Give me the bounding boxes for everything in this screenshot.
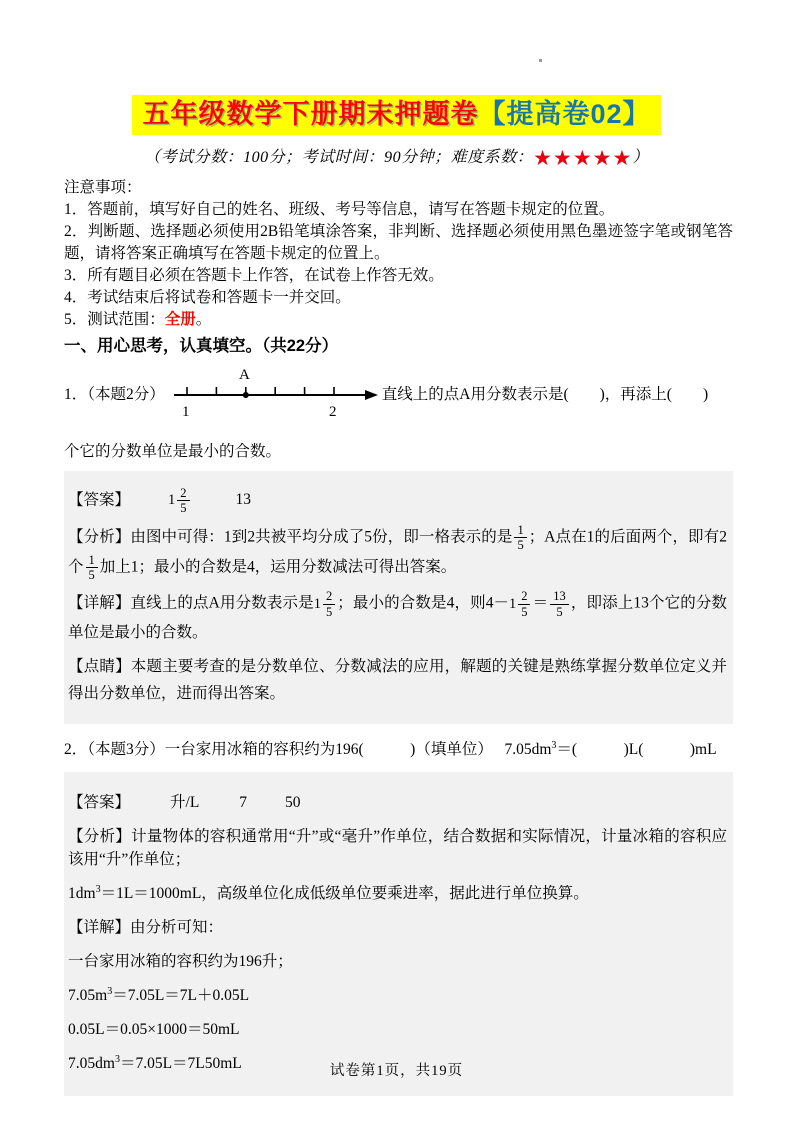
number-line-diagram [171,364,379,422]
fraction: $\frac{1}{5}$ [514,523,526,553]
difficulty-stars: ★★★★★ [533,146,633,171]
point-a-label: A [238,367,250,384]
fraction: $\frac{2}{5}$ [177,486,189,516]
superscript: 3 [95,883,101,895]
superscript: 3 [107,985,113,997]
q2-answer-value-3: 50 [285,794,301,812]
q2-detail-paragraph-2: 一台家用冰箱的容积约为196升； [68,953,293,971]
q1-answer-block [64,471,733,724]
question-1-row [64,364,733,422]
q1-answer-value-2: 13 [235,491,252,509]
notice-item-5-suffix: 。 [195,311,212,329]
page-footer: 试卷第1页，共19页 [329,1063,464,1079]
q2-answer-value-1: 升/L [170,794,200,812]
answer-label: 【答案】 [68,491,131,509]
exam-meta-line [0,144,793,169]
notice-item-4: 4．考试结束后将试卷和答题卡一并交回。 [64,289,351,307]
answer-label: 【答案】 [68,794,131,812]
superscript: 3 [114,1053,120,1065]
q2-answer-line [68,791,727,814]
q1-detail-paragraph: 【详解】直线上的点A用分数表示是 1 $\frac{2}{5}$ ；最小的合数是4，则4－ 1 $\frac{2}{5}$ ＝ $\frac{13}{5}$ ，即添上13个它的分数单位是最小的合数。 [68,589,727,642]
mixed-number: 1 $\frac{2}{5}$ [509,589,533,619]
question-2-label: 2．（本题3分） [64,741,165,759]
question-1-text-continued: 个它的分数单位是最小的合数。 [64,443,282,461]
page-title [132,95,660,135]
q2-detail-paragraph-3: $7.05m^3=7.05L=7L+0.05L$ [68,985,250,1005]
q2-analysis-paragraph-1: 【分析】计量物体的容积通常用“升”或“毫升”作单位，结合数据和实际情况，计量冰箱的容积应该用“升”作单位； [68,828,727,869]
fraction: $\frac{1}{5}$ [86,553,98,583]
question-1-text: 直线上的点A用分数表示是( )，再添上( ) [381,386,709,404]
notice-item-2: 2．判断题、选择题必须使用2B铅笔填涂答案，非判断、选择题必须使用黑色墨迹签字笔或钢笔答题，请将答案正确填写在答题卡规定的位置上。 [64,223,733,263]
meta-text: （考试分数：100分；考试时间：90分钟；难度系数： [144,149,534,167]
document-body [64,177,733,1096]
q2-analysis-paragraph-2: $1dm^3=1L=1000mL$，高级单位化成低级单位要乘进率，据此进行单位换算。 [68,883,589,903]
point-a-dot [243,392,249,398]
q2-detail-paragraph-4: 0.05L＝0.05×1000＝50mL [68,1021,240,1039]
mixed-number: 1 $\frac{2}{5}$ [314,589,338,619]
q1-answer-line [68,486,727,516]
q1-note-paragraph: 【点睛】本题主要考查的是分数单位、分数减法的应用，解题的关键是熟练掌握分数单位定义并得出分数单位，进而得出答案。 [68,658,727,703]
q2-detail-paragraph-5: $7.05dm^3=7.05L=7L50mL$ [68,1053,242,1073]
tick-label-1: 1 [181,404,190,421]
q2-answer-value-2: 7 [239,794,248,812]
tick-label-2: 2 [328,404,337,421]
title-volume-text: 【提高卷02】 [478,99,651,129]
q2-answer-block [64,772,733,1096]
test-scope-highlight: 全册 [164,311,196,329]
notice-section [64,177,733,331]
fraction: $\frac{13}{5}$ [550,589,569,619]
meta-close-paren: ） [632,149,649,167]
notice-heading: 注意事项： [64,179,142,197]
q1-analysis-paragraph: 【分析】由图中可得：1到2共被平均分成了5份，即一格表示的是 $\frac{1}{5}$ ；A点在1的后面两个，即有2个 $\frac{1}{5}$ 加上1；最小的合数是4，运用分数减法可得出答案。 [68,522,727,582]
question-2-row: 2．（本题3分）一台家用冰箱的容积约为196( )（填单位） $7.05dm^3=$( )L( )mL [64,739,717,759]
title-main-text: 五年级数学下册期末押题卷 [142,99,479,129]
arrow-head-icon [365,390,378,400]
question-1-label: 1．（本题2分） [64,386,165,404]
q2-detail-paragraph-1: 【详解】由分析可知： [68,919,224,937]
q1-answer-value-1: 1 $\frac{2}{5}$ [168,486,192,516]
notice-item-5-prefix: 5．测试范围： [64,311,165,329]
notice-item-1: 1．答题前，填写好自己的姓名、班级、考号等信息，请写在答题卡规定的位置。 [64,201,615,219]
superscript: 3 [551,739,557,751]
document-header [0,0,793,169]
notice-item-5 [64,309,733,331]
section-1-heading: 一、用心思考，认真填空。（共22分） [64,337,339,356]
stray-dot [539,59,542,62]
notice-item-3: 3．所有题目必须在答题卡上作答，在试卷上作答无效。 [64,267,444,285]
